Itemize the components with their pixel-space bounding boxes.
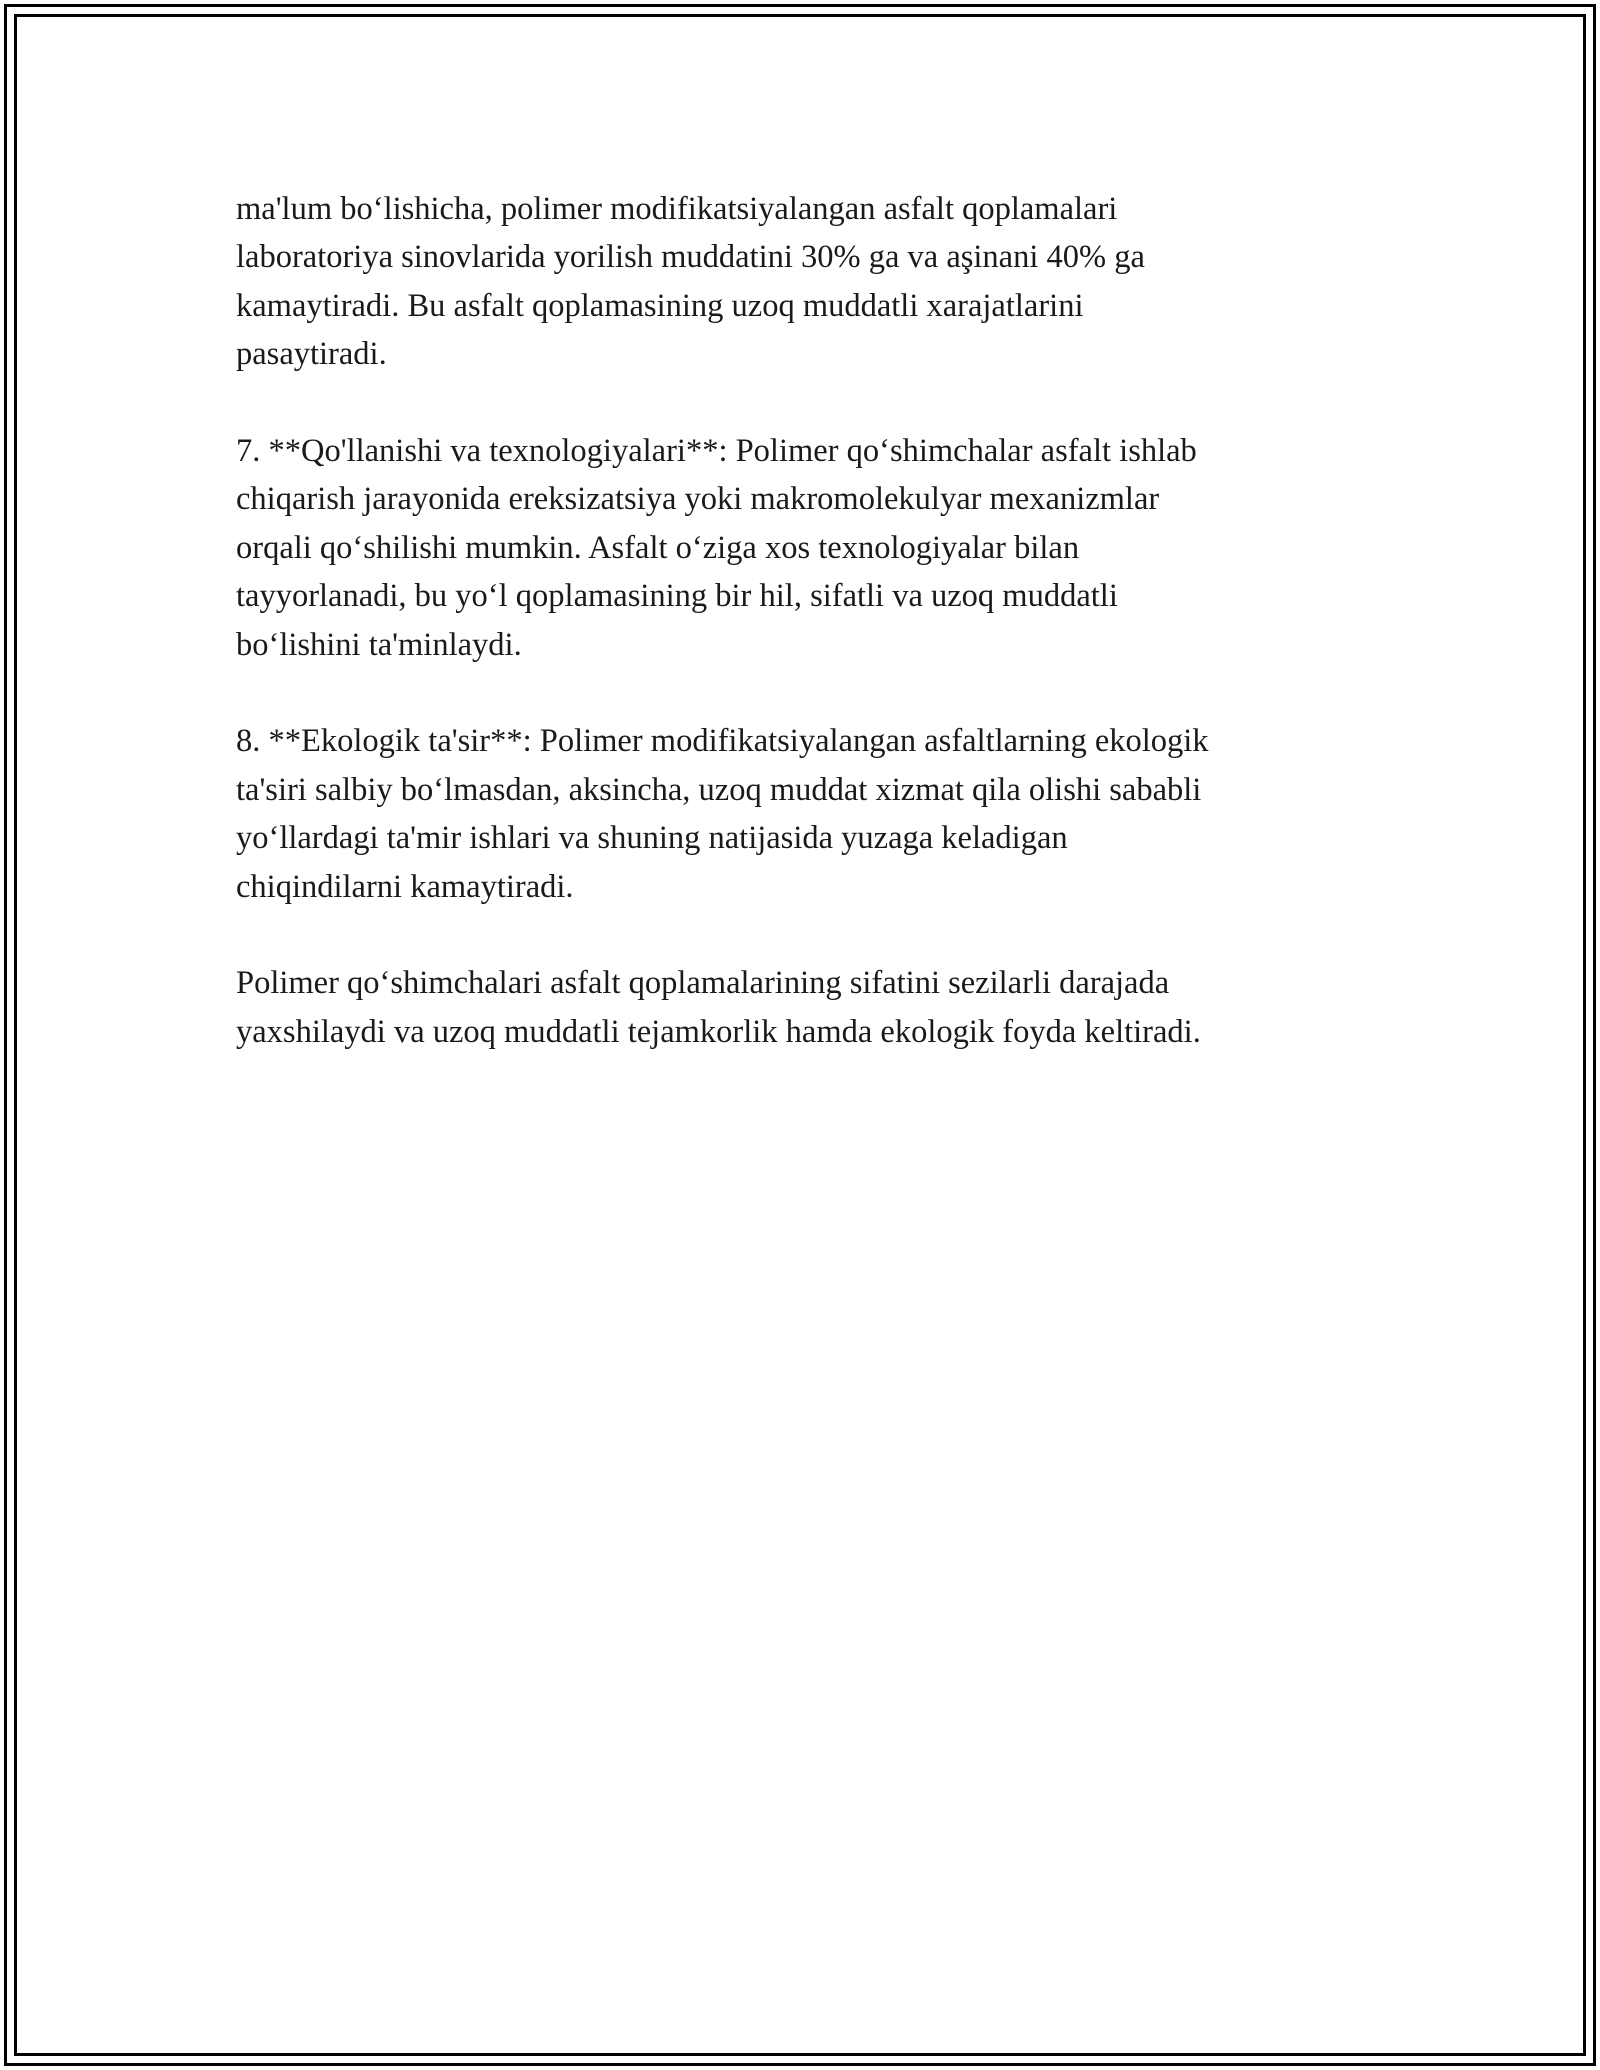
paragraph-application-technologies: 7. **Qo'llanishi va texnologiyalari**: Polimer qo‘shimchalar asfalt ishlab chiqarish jarayonida ereksizatsiya yoki makromolekulyar mexanizmlar orqali qo‘shilishi mumkin. Asfalt o‘ziga xos texnologiyalar bilan tayyorlanadi, bu yo‘l qoplamasining bir hil, sifatli va uzoq muddatli bo‘lishini ta'minlaydi.	[236, 433, 1197, 663]
paragraph-ecological-impact: 8. **Ekologik ta'sir**: Polimer modifikatsiyalangan asfaltlarning ekologik ta'siri salbiy bo‘lmasdan, aksincha, uzoq muddat xizmat qila olishi sababli yo‘llardagi ta'mir ishlari va shuning natijasida yuzaga keladigan chiqindilarni kamaytiradi.	[236, 723, 1209, 905]
paragraph-conclusion: Polimer qo‘shimchalari asfalt qoplamalarining sifatini sezilarli darajada yaxshilaydi va uzoq muddatli tejamkorlik hamda ekologik foyda keltiradi.	[236, 965, 1201, 1050]
paragraph-polymer-lab-results: ma'lum bo‘lishicha, polimer modifikatsiyalangan asfalt qoplamalari laboratoriya sinovlarida yorilish muddatini 30% ga va aşinani 40% ga kamaytiradi. Bu asfalt qoplamasining uzoq muddatli xarajatlarini pasaytiradi.	[236, 191, 1145, 373]
document-body	[236, 185, 1386, 1105]
